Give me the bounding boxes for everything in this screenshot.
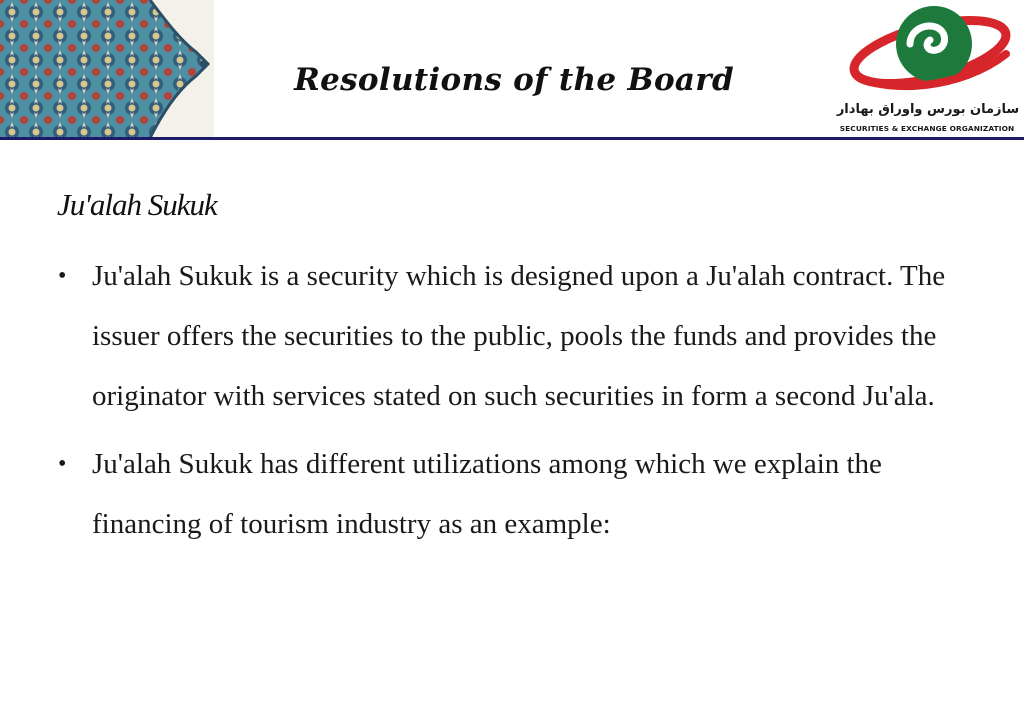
persian-tile-ornament-icon [0,0,214,138]
logo-name-fa: سازمان بورس واوراق بهادار [836,102,1020,117]
bullet-marker: • [58,263,67,289]
bullet-list [58,246,988,562]
bullet-item [58,434,988,554]
header-divider [0,137,1024,140]
bullet-text: Ju'alah Sukuk is a security which is designed upon a Ju'alah contract. The issuer offers the securities to the public, pools the funds and provides the originator with services stated on such securities in form a second Ju'ala. [92,260,946,412]
bullet-text: Ju'alah Sukuk has different utilizations among which we explain the financing of tourism industry as an example: [92,448,882,540]
section-title: Ju'alah Sukuk [57,187,217,222]
slide-header [0,0,1024,140]
bullet-item [58,246,988,426]
header-title: Resolutions of the Board [294,62,734,98]
bullet-marker: • [58,451,67,477]
logo-name-en: SECURITIES & EXCHANGE ORGANIZATION [839,124,1015,133]
